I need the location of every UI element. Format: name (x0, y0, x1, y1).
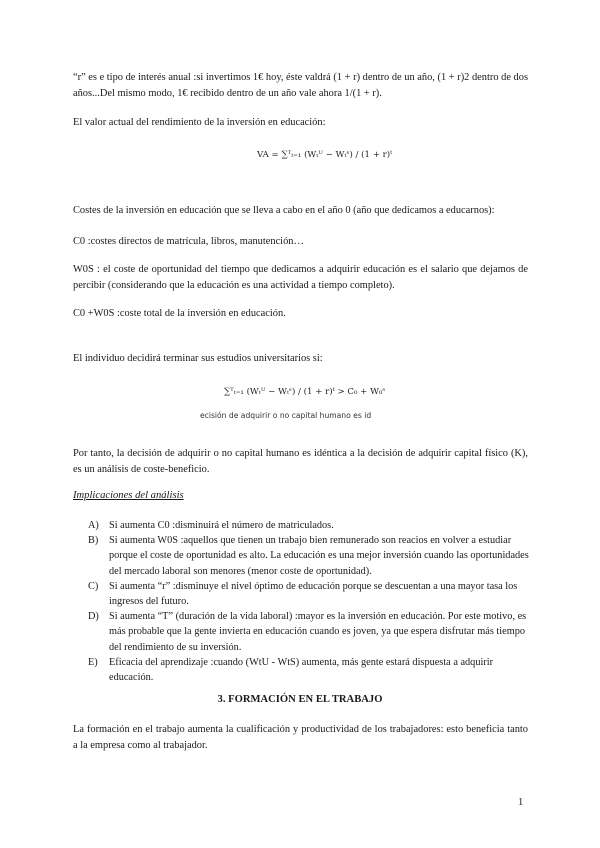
implication-item (88, 518, 530, 533)
present-value-formula: VA = ∑ᵀₜ₌₁ (Wₜᵁ − Wₜˢ) / (1 + r)ᵗ (257, 150, 393, 160)
implication-marker: C) (88, 580, 99, 592)
page-number: 1 (518, 797, 524, 808)
paragraph-on-the-job-training: La formación en el trabajo aumenta la cualificación y productividad de los trabajadores: esto beneficia tanto a la empresa como al trabajador. (73, 724, 528, 751)
implication-text: Si aumenta “r” :disminuye el nivel óptimo de educación porque se descuentan a una mayor tasa los ingresos del futuro. (109, 580, 518, 608)
paragraph-interest-rate: “r” es e tipo de interés anual :si invertimos 1€ hoy, éste valdrá (1 + r) dentro de un año, (1 + r)2 dentro de dos años...Del mismo modo, 1€ recibido dentro de un año vale ahora 1/(1 + r). (73, 72, 528, 99)
paragraph-w0s-definition: W0S : el coste de oportunidad del tiempo que dedicamos a adquirir educación es el salario que dejamos de percibir (considerando que la educación es una actividad a tiempo completo). (73, 264, 528, 291)
implication-text: Si aumenta C0 :disminuirá el número de matriculados. (109, 520, 334, 531)
implication-item (88, 609, 530, 655)
section-title: 3. FORMACIÓN EN EL TRABAJO (217, 694, 383, 705)
paragraph-c0-definition: C0 :costes directos de matrícula, libros, manutención… (73, 236, 304, 247)
paragraph-decision-intro: El individuo decidirá terminar sus estudios universitarios si: (73, 353, 323, 364)
implication-marker: D) (88, 611, 99, 623)
implications-list (88, 518, 530, 685)
implication-item (88, 533, 530, 579)
decision-inequality-formula: ∑ᵀₜ₌₁ (Wₜᵁ − Wₜˢ) / (1 + r)ᵗ > C₀ + W₀ˢ (224, 387, 386, 397)
paragraph-conclusion: Por tanto, la decisión de adquirir o no capital humano es idéntica a la decisión de adquirir capital físico (K), es un análisis de coste-beneficio. (73, 448, 528, 475)
implication-text: Si aumenta “T” (duración de la vida laboral) :mayor es la inversión en educación. Por este motivo, es más probable que la gente invierta en educación cuando es joven, ya que espera disfrutar más tiempo del rendimiento de su inversión. (109, 611, 527, 653)
implication-item (88, 655, 530, 685)
decision-formula-caption: ecisión de adquirir o no capital humano es id (200, 411, 372, 420)
implications-heading: Implicaciones del análisis (73, 490, 184, 501)
paragraph-total-cost: C0 +W0S :coste total de la inversión en educación. (73, 308, 286, 319)
implication-item (88, 579, 530, 609)
paragraph-present-value-intro: El valor actual del rendimiento de la inversión en educación: (73, 117, 326, 128)
implication-text: Eficacia del aprendizaje :cuando (WtU - WtS) aumenta, más gente estará dispuesta a adquirir educación. (109, 656, 494, 684)
paragraph-costs-intro: Costes de la inversión en educación que se lleva a cabo en el año 0 (año que dedicamos a educarnos): (73, 205, 495, 216)
implication-marker: E) (88, 656, 98, 668)
implication-marker: A) (88, 520, 99, 531)
implication-marker: B) (88, 535, 99, 547)
implication-text: Si aumenta W0S :aquellos que tienen un trabajo bien remunerado son reacios en volver a estudiar porque el coste de oportunidad es alto. La educación es una mejor inversión cuando las oportunidades del mercado laboral son menores (menor coste de oportunidad). (109, 535, 529, 577)
